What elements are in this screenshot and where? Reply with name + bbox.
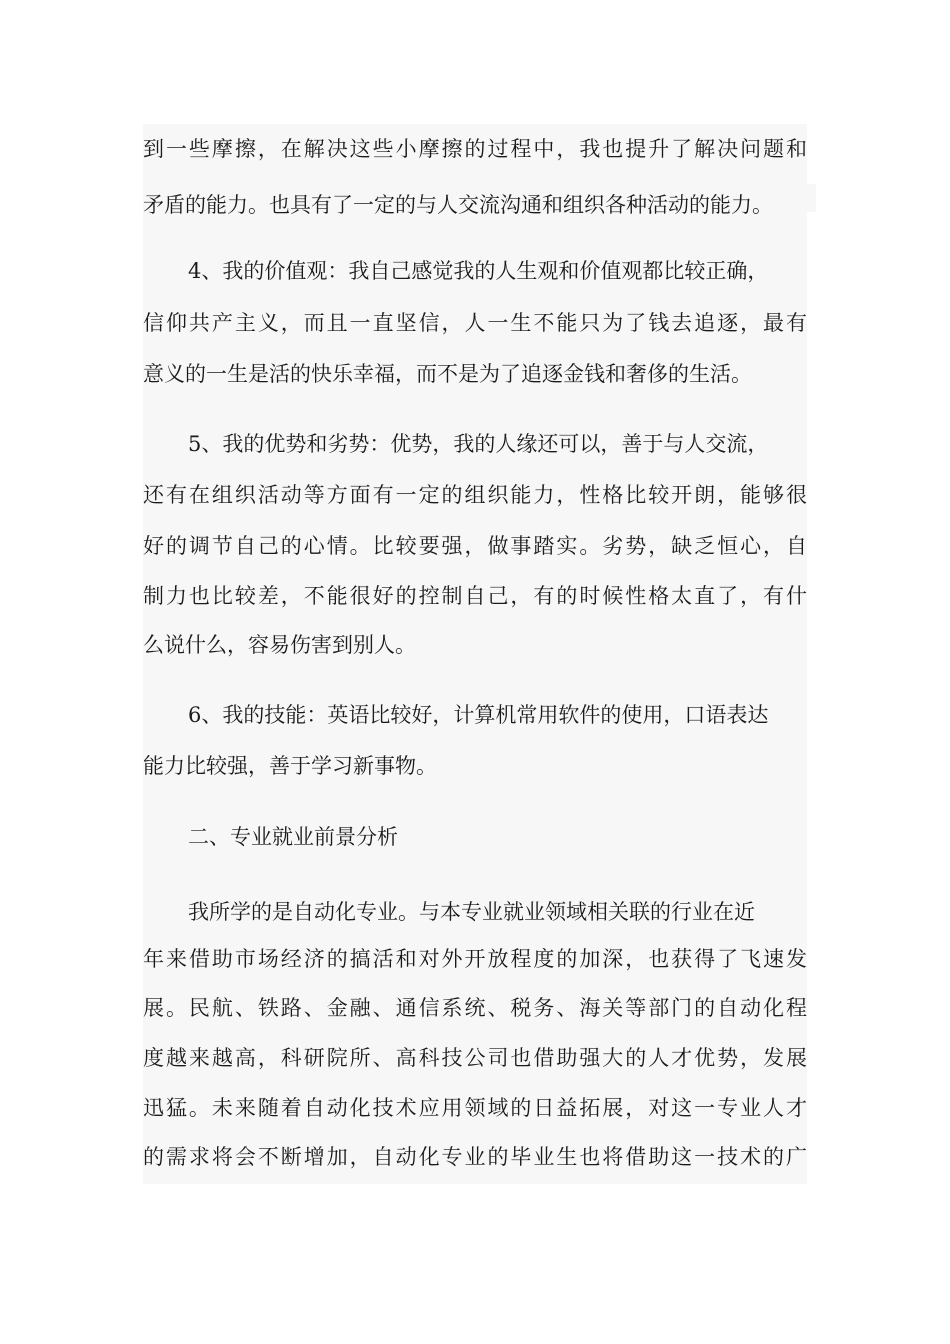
paragraph-line: 迅猛。未来随着自动化技术应用领域的日益拓展，对这一专业人才 bbox=[143, 1096, 807, 1120]
highlight-overhang bbox=[796, 184, 816, 212]
paragraph-line: 年来借助市场经济的搞活和对外开放程度的加深，也获得了飞速发 bbox=[143, 947, 807, 971]
paragraph-line: 还有在组织活动等方面有一定的组织能力，性格比较开朗，能够很 bbox=[143, 483, 807, 507]
paragraph-line: 6、我的技能：英语比较好，计算机常用软件的使用，口语表达 bbox=[188, 703, 769, 727]
paragraph-line: 么说什么，容易伤害到别人。 bbox=[143, 633, 416, 657]
paragraph-line: 意义的一生是活的快乐幸福，而不是为了追逐金钱和奢侈的生活。 bbox=[143, 362, 752, 386]
paragraph-line: 制力也比较差，不能很好的控制自己，有的时候性格太直了，有什 bbox=[143, 584, 807, 608]
section-heading: 二、专业就业前景分析 bbox=[188, 825, 398, 849]
paragraph-line: 的需求将会不断增加，自动化专业的毕业生也将借助这一技术的广 bbox=[143, 1145, 807, 1169]
paragraph-line: 度越来越高，科研院所、高科技公司也借助强大的人才优势，发展 bbox=[143, 1046, 807, 1070]
paragraph-line: 能力比较强，善于学习新事物。 bbox=[143, 754, 437, 778]
paragraph-line: 到一些摩擦，在解决这些小摩擦的过程中，我也提升了解决问题和 bbox=[143, 137, 807, 161]
paragraph-line: 4、我的价值观：我自己感觉我的人生观和价值观都比较正确， bbox=[188, 259, 769, 283]
paragraph-line: 好的调节自己的心情。比较要强，做事踏实。劣势，缺乏恒心，自 bbox=[143, 534, 807, 558]
paragraph-line: 信仰共产主义，而且一直坚信，人一生不能只为了钱去追逐，最有 bbox=[143, 311, 807, 335]
document-text-block bbox=[143, 124, 807, 1184]
paragraph-line: 矛盾的能力。也具有了一定的与人交流沟通和组织各种活动的能力。 bbox=[143, 193, 773, 217]
paragraph-line: 展。民航、铁路、金融、通信系统、税务、海关等部门的自动化程 bbox=[143, 996, 807, 1020]
paragraph-line: 5、我的优势和劣势：优势，我的人缘还可以，善于与人交流， bbox=[188, 432, 769, 456]
paragraph-line: 我所学的是自动化专业。与本专业就业领域相关联的行业在近 bbox=[188, 900, 755, 924]
